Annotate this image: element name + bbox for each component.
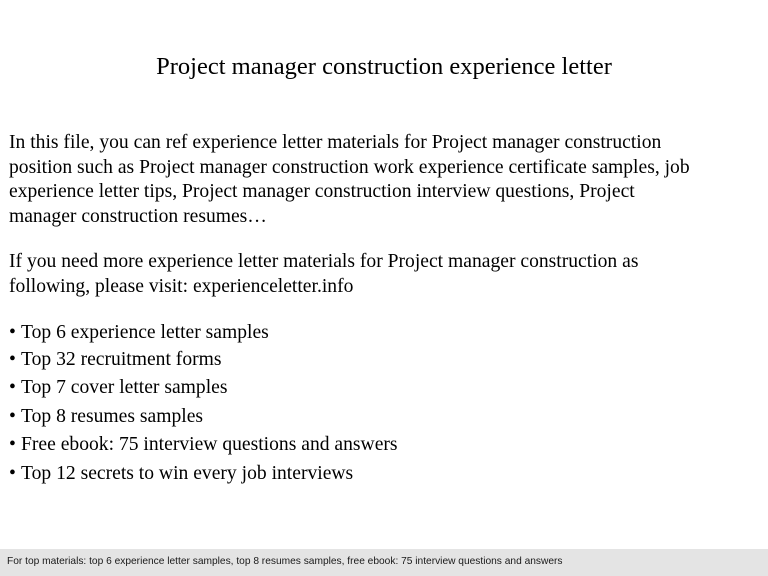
list-item-label: Top 7 cover letter samples (21, 377, 228, 398)
bullet-icon: • (9, 349, 16, 370)
bullet-icon: • (9, 377, 16, 398)
list-item (9, 346, 398, 374)
page-title: Project manager construction experience letter (156, 53, 612, 80)
intro-line: experience letter tips, Project manager construction interview questions, Project (9, 181, 635, 202)
list-item-label: Top 12 secrets to win every job interviews (21, 462, 354, 484)
footer-text: For top materials: top 6 experience letter samples, top 8 resumes samples, free ebook: 75 interview questions and answers (7, 556, 563, 567)
list-item (9, 431, 398, 460)
list-item (9, 319, 398, 346)
intro-line: manager construction resumes… (9, 205, 267, 227)
bullet-icon: • (9, 405, 16, 427)
intro-paragraph (9, 131, 761, 229)
list-item-label: Top 8 resumes samples (21, 405, 204, 427)
bullet-icon: • (9, 434, 16, 455)
bullet-icon: • (9, 462, 16, 484)
visit-line: If you need more experience letter materials for Project manager construction as (9, 251, 639, 272)
visit-paragraph (9, 250, 761, 299)
bullet-icon: • (9, 322, 16, 343)
list-item (9, 460, 398, 489)
list-item-label: Top 6 experience letter samples (21, 322, 269, 343)
list-item-label: Free ebook: 75 interview questions and answers (21, 434, 398, 455)
list-item (9, 374, 398, 403)
list-item (9, 403, 398, 432)
intro-line: In this file, you can ref experience letter materials for Project manager construction (9, 132, 662, 153)
visit-line: following, please visit: experienceletter.info (9, 275, 354, 297)
intro-line: position such as Project manager construction work experience certificate samples, job (9, 156, 690, 178)
list-item-label: Top 32 recruitment forms (21, 349, 222, 370)
materials-list (9, 319, 398, 488)
